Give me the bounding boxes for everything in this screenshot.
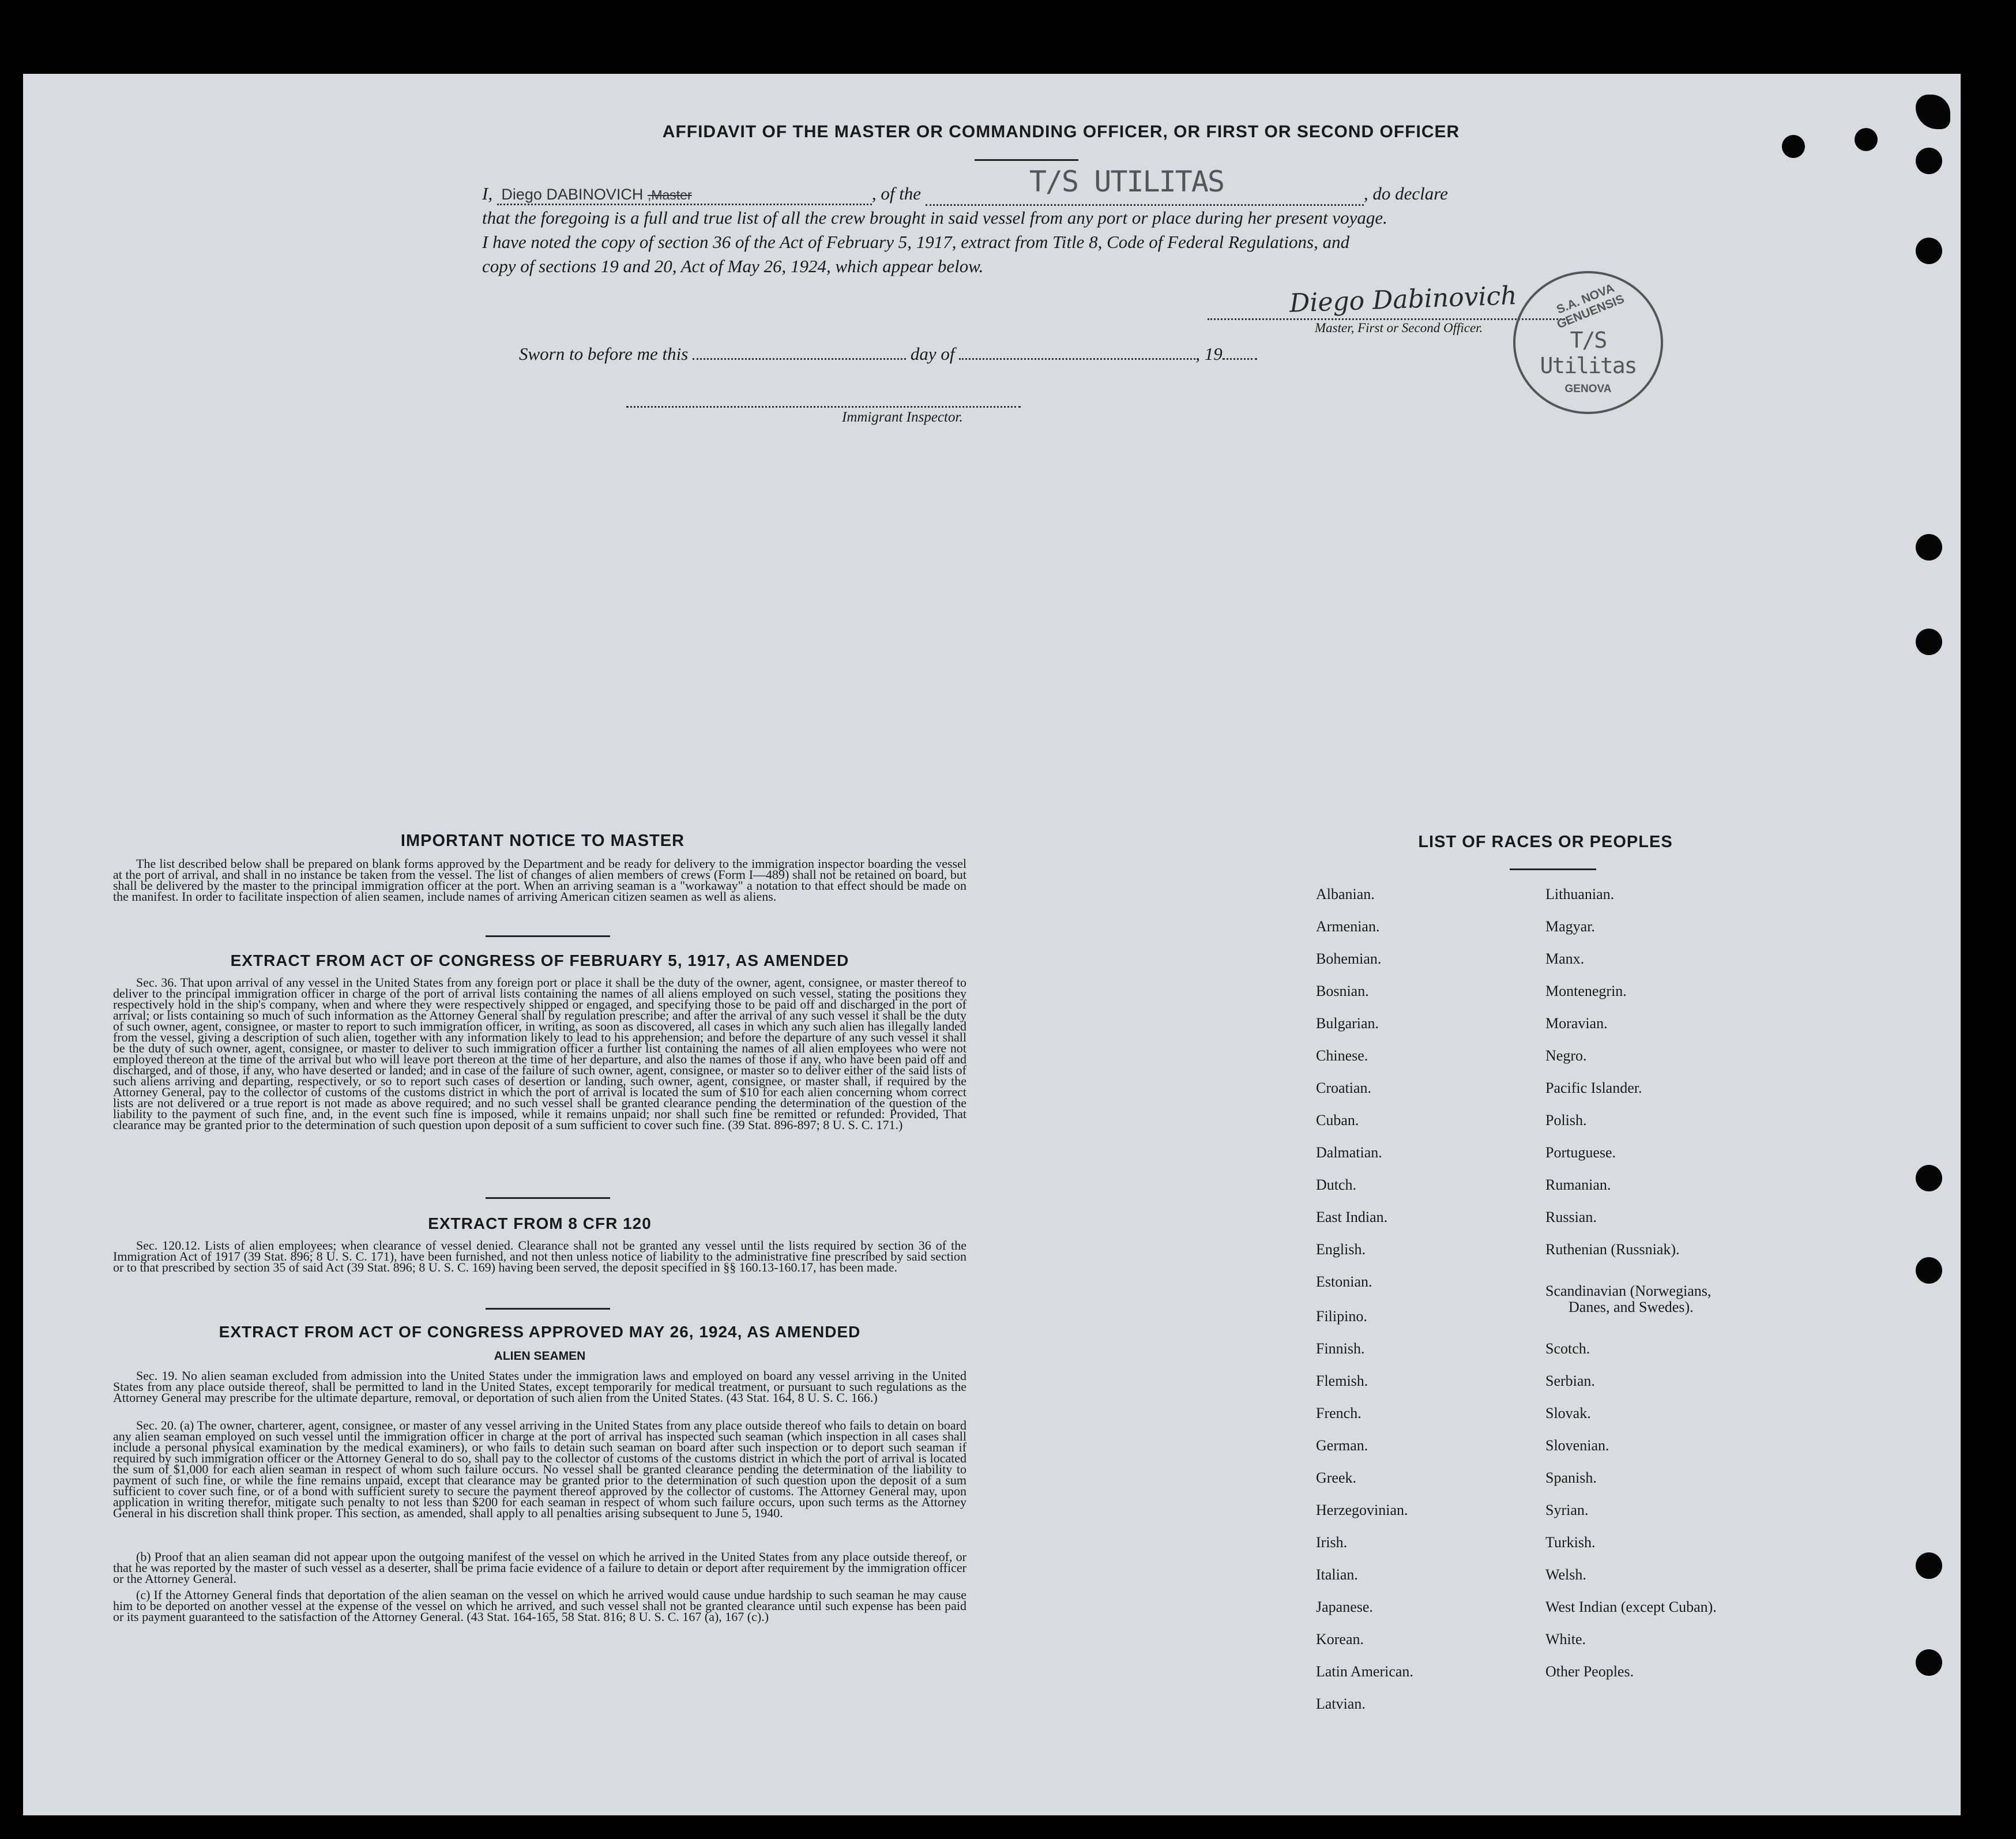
sworn-year-field[interactable] xyxy=(1223,358,1257,360)
race-item: Cuban. xyxy=(1316,1112,1359,1129)
inspector-label: Immigrant Inspector. xyxy=(842,409,963,425)
affidavit-line-4: copy of sections 19 and 20, Act of May 26, 1924, which appear below. xyxy=(482,256,984,276)
sworn-line xyxy=(519,344,1384,364)
race-item: Bohemian. xyxy=(1316,950,1382,967)
divider xyxy=(486,935,610,937)
affidavit-prefix: I, xyxy=(482,183,493,204)
race-item: Scotch. xyxy=(1545,1340,1590,1357)
race-item: Croatian. xyxy=(1316,1080,1372,1096)
race-item: East Indian. xyxy=(1316,1209,1388,1225)
race-item: Other Peoples. xyxy=(1545,1663,1634,1680)
race-item: Negro. xyxy=(1545,1047,1587,1064)
race-item: Albanian. xyxy=(1316,886,1375,902)
notice-title: IMPORTANT NOTICE TO MASTER xyxy=(400,832,685,850)
punch-hole xyxy=(1855,128,1878,151)
affidavit-line-3: I have noted the copy of section 36 of the Act of February 5, 1917, extract from Title 8, Code of Federal Regulations, and xyxy=(482,232,1350,252)
race-item: Slovak. xyxy=(1545,1405,1591,1421)
extract-1924-sec19: Sec. 19. No alien seaman excluded from admission into the United States under the immigration laws and employed on board any vessel arriving in the United States from any place outside thereof, shall be permitted to land in the United States, except temporarily for medical treatment, or pursuant to such regulations as the Attorney General may prescribe for the ultimate departure, removal, or deportation of such alien from the United States. (43 Stat. 164, 8 U. S. C. 166.) xyxy=(113,1368,966,1405)
race-item: Lithuanian. xyxy=(1545,886,1615,902)
race-item: Latvian. xyxy=(1316,1695,1366,1712)
race-item: Herzegovinian. xyxy=(1316,1502,1408,1518)
race-item: Estonian. xyxy=(1316,1273,1372,1290)
affidavit-title: AFFIDAVIT OF THE MASTER OR COMMANDING OFFICER, OR FIRST OR SECOND OFFICER xyxy=(662,122,1460,141)
sworn-text: Sworn to before me this xyxy=(519,344,689,364)
vessel-name: T/S UTILITAS xyxy=(1029,165,1224,198)
race-item: Dutch. xyxy=(1316,1176,1357,1193)
race-item: Serbian. xyxy=(1545,1372,1595,1389)
race-item: Korean. xyxy=(1316,1631,1364,1648)
race-item: Spanish. xyxy=(1545,1469,1597,1486)
race-item: Flemish. xyxy=(1316,1372,1368,1389)
race-item: West Indian (except Cuban). xyxy=(1545,1599,1717,1615)
race-item: Turkish. xyxy=(1545,1534,1596,1551)
sworn-day-field[interactable] xyxy=(693,358,906,360)
race-item: Armenian. xyxy=(1316,918,1380,935)
notice-body: The list described below shall be prepared on blank forms approved by the Department and be ready for delivery to the immigration inspector boarding the vessel at the port of arrival, and shall in no instance be taken from the vessel. The list of changes of alien members of crews (Form I—489) shall not be retained on board, but shall be delivered by the master to the principal immigration officer at the port. When an arriving seaman is a "workaway" a notation to that effect should be made on the manifest. In order to facilitate inspection of alien seamen, include names of arriving American citizen seamen as well as aliens. xyxy=(113,856,966,904)
do-declare-text: , do declare xyxy=(1363,183,1448,204)
signature-label: Master, First or Second Officer. xyxy=(1315,321,1483,335)
race-item: Polish. xyxy=(1545,1112,1587,1129)
race-item: Greek. xyxy=(1316,1469,1357,1486)
race-item: Latin American. xyxy=(1316,1663,1413,1680)
punch-hole xyxy=(1916,629,1942,655)
punch-hole xyxy=(1916,534,1942,561)
race-item: Manx. xyxy=(1545,950,1585,967)
extract-1924-subtitle: ALIEN SEAMEN xyxy=(494,1349,586,1363)
race-item: White. xyxy=(1545,1631,1586,1648)
extract-1917-body: Sec. 36. That upon arrival of any vessel in the United States from any foreign port or place it shall be the duty of the owner, agent, consignee, or master thereof to deliver to the principal immigration officer in charge of the port of arrival lists containing the names of all aliens employed on such vessel, stating the positions they respectively hold in the ship's company, when and where they were respectively shipped or engaged, and specifying those to be paid off and discharged in the port of arrival; or lists containing so much of such information as the Attorney General shall by regulation prescribe; and after the arrival of any such vessel it shall be the duty of such owner, agent, consignee, or master to report to such immigration officer, in writing, as soon as discovered, all cases in which any such alien has illegally landed from the vessel, giving a description of such alien, together with any information likely to lead to his apprehension; and before the departure of any such vessel it shall be the duty of such owner, agent, consignee, or master to deliver to such immigration officer a further list containing the names of all alien employees who were not employed thereon at the time of the arrival but who will leave port thereon at the time of her departure, and also the names of those if any, who have been paid off and discharged, and of those, if any, who have deserted or landed; and in case of the failure of such owner, agent, consignee, or master so to deliver either of the said lists of such aliens arriving and departing, respectively, or so to report such cases of desertion or landing, such owner, agent, consignee, or master shall, if required by the Attorney General, pay to the collector of customs of the customs district in which the port of arrival is located the sum of $10 for each alien concerning whom correct lists are not delivered or a true report is not made as above required; and no such vessel shall be granted clearance pending the determination of the question of the liability to the payment of such fine, and, in the event such fine is imposed, while it remains unpaid; nor shall such fine be remitted or refunded: Provided, That clearance may be granted prior to the determination of such question upon deposit of a sum sufficient to cover such fine. (39 Stat. 896-897; 8 U. S. C. 171.) xyxy=(113,975,966,1132)
race-item: Welsh. xyxy=(1545,1566,1586,1583)
race-item: Russian. xyxy=(1545,1209,1597,1225)
race-item: Chinese. xyxy=(1316,1047,1368,1064)
sworn-month-field[interactable] xyxy=(959,358,1195,360)
year-prefix: , 19 xyxy=(1195,344,1223,364)
cfr-title: EXTRACT FROM 8 CFR 120 xyxy=(428,1214,652,1232)
race-item: Montenegrin. xyxy=(1545,983,1627,999)
race-item: Bulgarian. xyxy=(1316,1015,1379,1032)
race-item: Syrian. xyxy=(1545,1502,1589,1518)
races-divider xyxy=(1510,868,1596,870)
race-item: Moravian. xyxy=(1545,1015,1608,1032)
punch-hole xyxy=(1916,148,1942,174)
race-item: German. xyxy=(1316,1437,1368,1454)
race-item: Ruthenian (Russniak). xyxy=(1545,1241,1680,1258)
signature-line xyxy=(1208,318,1565,320)
race-item: Magyar. xyxy=(1545,918,1595,935)
punch-hole xyxy=(1916,1165,1942,1191)
race-item: Scandinavian (Norwegians, xyxy=(1545,1283,1712,1299)
inspector-line xyxy=(626,406,1021,408)
of-the-text: , of the xyxy=(871,183,922,204)
race-item: Rumanian. xyxy=(1545,1176,1611,1193)
title-underline xyxy=(975,159,1078,161)
affidavit-line-1 xyxy=(482,165,1751,206)
punch-hole xyxy=(1916,1552,1942,1579)
race-item: Pacific Islander. xyxy=(1545,1080,1642,1096)
master-name-field[interactable] xyxy=(497,186,872,205)
race-item: Japanese. xyxy=(1316,1599,1373,1615)
race-item: Danes, and Swedes). xyxy=(1569,1299,1694,1315)
cfr-body: Sec. 120.12. Lists of alien employees; when clearance of vessel denied. Clearance shall not be granted any vessel until the lists required by section 36 of the Immigration Act of 1917 (39 Stat. 896; 8 U. S. C. 171), have been furnished, and not then unless notice of liability to the administrative fine prescribed by said section or to that prescribed by section 35 of said Act (39 Stat. 896; 8 U. S. C. 169) having been served, the deposit specified in §§ 160.13-160.17, has been made. xyxy=(113,1238,966,1274)
stamp-bottom-text: GENOVA xyxy=(1564,383,1612,395)
race-item: Portuguese. xyxy=(1545,1144,1616,1161)
race-item: Bosnian. xyxy=(1316,983,1369,999)
extract-1924-sec20c: (c) If the Attorney General finds that deportation of the alien seaman on the vessel on which he arrived would cause undue hardship to such seaman he may cause him to be deported on another vessel at the expense of the vessel on which he arrived, and such vessel shall not be granted clearance until such expense has been paid or its payment guaranteed to the satisfaction of the Attorney General. (43 Stat. 164-165, 58 Stat. 816; 8 U. S. C. 167 (a), 167 (c).) xyxy=(113,1588,966,1624)
race-item: Italian. xyxy=(1316,1566,1358,1583)
extract-1917-title: EXTRACT FROM ACT OF CONGRESS OF FEBRUARY 5, 1917, AS AMENDED xyxy=(230,952,849,969)
punch-hole xyxy=(1916,1257,1942,1284)
master-name: Diego DABINOVICH xyxy=(501,186,644,203)
stamp-top-text: S.A. NOVA GENUENSIS xyxy=(1554,281,1626,332)
signature-text: Diego Dabinovich xyxy=(1289,281,1518,318)
stamp-center-text: T/S Utilitas xyxy=(1540,328,1637,378)
race-item: Filipino. xyxy=(1316,1308,1367,1325)
races-title: LIST OF RACES OR PEOPLES xyxy=(1418,833,1673,851)
race-item: Dalmatian. xyxy=(1316,1144,1382,1161)
extract-1924-title: EXTRACT FROM ACT OF CONGRESS APPROVED MAY 26, 1924, AS AMENDED xyxy=(219,1323,861,1341)
affidavit-line-2: that the foregoing is a full and true list of all the crew brought in said vessel from any port or place during her present voyage. xyxy=(482,208,1387,228)
race-item: Irish. xyxy=(1316,1534,1348,1551)
extract-1924-sec20a: Sec. 20. (a) The owner, charterer, agent, consignee, or master of any vessel arriving in the United States from any place outside thereof who fails to detain on board any alien seaman employed on such vessel until the immigration officer in charge at the port of arrival has inspected such seaman (which inspection in all cases shall include a personal physical examination by the medical examiners), or who fails to detain such seaman on board after such inspection or to deport such seaman if required by such immigration officer or the Attorney General to do so, shall pay to the collector of customs of the customs district in which the port of arrival is located the sum of $1,000 for each alien seaman in respect of whom such failure occurs. No vessel shall be granted clearance pending the determination of the liability to payment of such fine, or while the fine remains unpaid, except that clearance may be granted prior to the determination of such question upon the deposit of a sum sufficient to cover such fine, or of a bond with sufficient surety to secure the payment thereof approved by the collector of customs. The Attorney General may, upon application in writing therefor, mitigate such penalty to not less than $200 for each seaman in respect of whom such failure occurs, upon such terms as the Attorney General in his discretion shall think proper. This section, as amended, shall apply to all penalties arising subsequent to June 5, 1940. xyxy=(113,1418,966,1520)
master-rank: ,Master xyxy=(647,187,692,202)
day-of-text: day of xyxy=(910,344,955,364)
company-stamp xyxy=(1513,271,1663,414)
race-item: Slovenian. xyxy=(1545,1437,1609,1454)
punch-hole xyxy=(1916,1649,1942,1676)
divider xyxy=(486,1197,610,1199)
divider xyxy=(486,1308,610,1310)
punch-hole xyxy=(1916,238,1942,264)
race-item: French. xyxy=(1316,1405,1361,1421)
punch-hole xyxy=(1782,135,1805,158)
race-item: Finnish. xyxy=(1316,1340,1365,1357)
vessel-field[interactable] xyxy=(926,165,1364,206)
race-item: English. xyxy=(1316,1241,1366,1258)
extract-1924-sec20b: (b) Proof that an alien seaman did not appear upon the outgoing manifest of the vessel on which he arrived in the United States from any place outside thereof, or that he was reported by the master of such vessel as a deserter, shall be prima facie evidence of a failure to detain or deport after requirement by the immigration officer or the Attorney General. xyxy=(113,1550,966,1586)
